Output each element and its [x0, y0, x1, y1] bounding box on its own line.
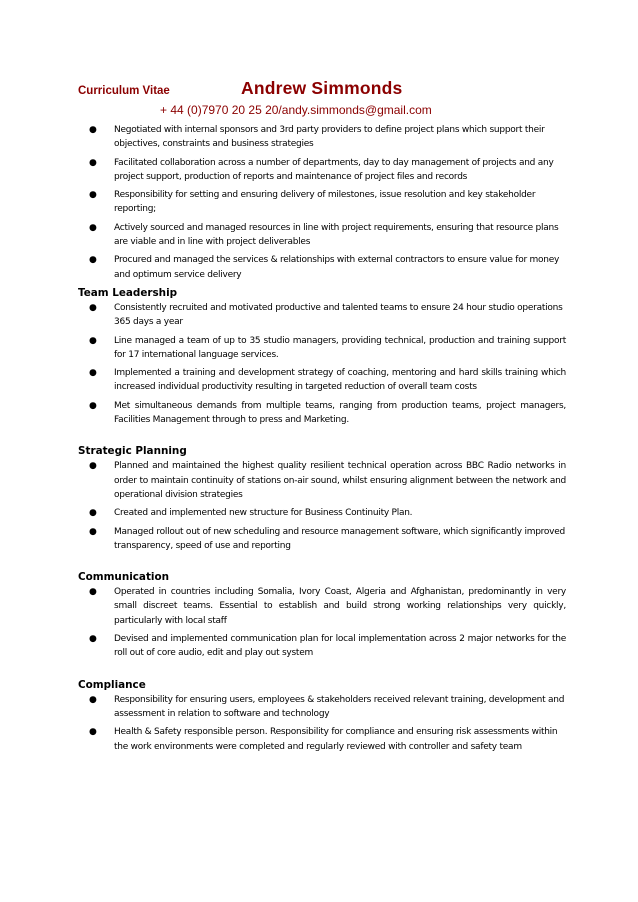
- bullet-icon: ●: [89, 368, 97, 379]
- strategic-planning-section: [78, 444, 566, 553]
- cv-label: Curriculum Vitae: [78, 85, 170, 97]
- list-item-text: Created and implemented new structure for Business Continuity Plan.: [114, 508, 413, 519]
- bullet-icon: ●: [89, 526, 97, 537]
- section-title: Strategic Planning: [78, 445, 187, 458]
- list-item-text: Devised and implemented communication plan for local implementation across 2 major networks for the roll out of core audio, edit and play out system: [114, 634, 566, 659]
- bullet-icon: ●: [89, 222, 97, 233]
- list-item: [78, 585, 566, 628]
- list-item: [78, 301, 566, 330]
- spacer: [78, 557, 566, 570]
- list-item-text: Actively sourced and managed resources in line with project requirements, ensuring that resource plans are viable and in line with project deliverables: [114, 222, 559, 248]
- section-title: Communication: [78, 571, 170, 584]
- list-item-text: Consistently recruited and motivated productive and talented teams to ensure 24 hour studio operations 365 days a year: [114, 302, 563, 328]
- list-item-text: Responsibility for setting and ensuring delivery of milestones, issue resolution and key stakeholder reporting;: [114, 190, 536, 215]
- list-item: [78, 221, 566, 250]
- list-item-text: Implemented a training and development strategy of coaching, mentoring and hard skills training which increased individual productivity resulting in targeted reduction of overall team costs: [114, 368, 566, 393]
- section-title: Compliance: [78, 678, 146, 691]
- list-item-text: Procured and managed the services & relationships with external contractors to ensure value for money and optimum service delivery: [114, 255, 560, 280]
- list-item: [78, 156, 566, 185]
- list-item: [78, 188, 566, 217]
- list-item-text: Line managed a team of up to 35 studio managers, providing technical, production and training support for 17 international language services.: [114, 335, 566, 360]
- list-item-text: Operated in countries including Somalia, Ivory Coast, Algeria and Afghanistan, predominantly in very small discreet teams. Essential to establish and build strong working relationships very quickly, particularly with local staff: [114, 587, 566, 626]
- communication-section: [78, 570, 566, 660]
- bullet-icon: ●: [89, 335, 97, 346]
- compliance-list: [78, 693, 566, 754]
- intro-list: [78, 123, 566, 282]
- list-item: [78, 399, 566, 428]
- list-item-text: Negotiated with internal sponsors and 3rd party providers to define project plans which support their objectives, constraints and business strategies: [114, 125, 545, 150]
- bullet-icon: ●: [89, 508, 97, 519]
- list-item: [78, 725, 566, 754]
- list-item: [78, 334, 566, 363]
- communication-list: [78, 585, 566, 660]
- bullet-icon: ●: [89, 694, 97, 705]
- bullet-icon: ●: [89, 157, 97, 168]
- strategic-planning-list: [78, 459, 566, 553]
- bullet-icon: ●: [89, 461, 97, 472]
- list-item: [78, 366, 566, 395]
- bullet-icon: ●: [89, 255, 97, 266]
- list-item-text: Planned and maintained the highest quality resilient technical operation across BBC Radio networks in order to maintain continuity of stations on-air sound, whilst ensuring alignment between the network and operational division strategies: [114, 461, 566, 500]
- contact-line: + 44 (0)7970 20 25 20/andy.simmonds@gmail.com: [160, 103, 432, 117]
- team-leadership-list: [78, 301, 566, 427]
- bullet-icon: ●: [89, 587, 97, 598]
- bullet-icon: ●: [89, 727, 97, 738]
- bullet-icon: ●: [89, 125, 97, 135]
- bullet-icon: ●: [89, 190, 97, 201]
- team-leadership-section: [78, 286, 566, 427]
- list-item-text: Managed rollout out of new scheduling and resource management software, which significantly improved transparency, speed of use and reporting: [114, 526, 566, 551]
- list-item: [78, 506, 566, 520]
- compliance-section: [78, 678, 566, 754]
- list-item: [78, 525, 566, 554]
- spacer: [78, 431, 566, 444]
- bullet-icon: ●: [89, 400, 97, 411]
- list-item: [78, 123, 566, 152]
- list-item-text: Met simultaneous demands from multiple teams, ranging from production teams, project managers, Facilities Management through to press and Marketing.: [114, 400, 566, 426]
- list-item-text: Health & Safety responsible person. Responsibility for compliance and ensuring risk assessments within the work environments were completed and regularly reviewed with controller and safety team: [114, 727, 558, 752]
- spacer: [78, 665, 566, 678]
- bullet-icon: ●: [89, 634, 97, 645]
- cv-content: [78, 123, 566, 758]
- list-item: [78, 693, 566, 722]
- list-item-text: Facilitated collaboration across a number of departments, day to day management of projects and any project support, production of reports and maintenance of project files and records: [114, 157, 554, 182]
- bullet-icon: ●: [89, 302, 97, 313]
- list-item: [78, 253, 566, 282]
- section-title: Team Leadership: [78, 286, 178, 299]
- list-item: [78, 459, 566, 502]
- list-item: [78, 632, 566, 661]
- list-item-text: Responsibility for ensuring users, employees & stakeholders received relevant training, development and assessment in relation to software and technology: [114, 694, 565, 719]
- intro-section: [78, 123, 566, 282]
- candidate-name: Andrew Simmonds: [241, 78, 403, 98]
